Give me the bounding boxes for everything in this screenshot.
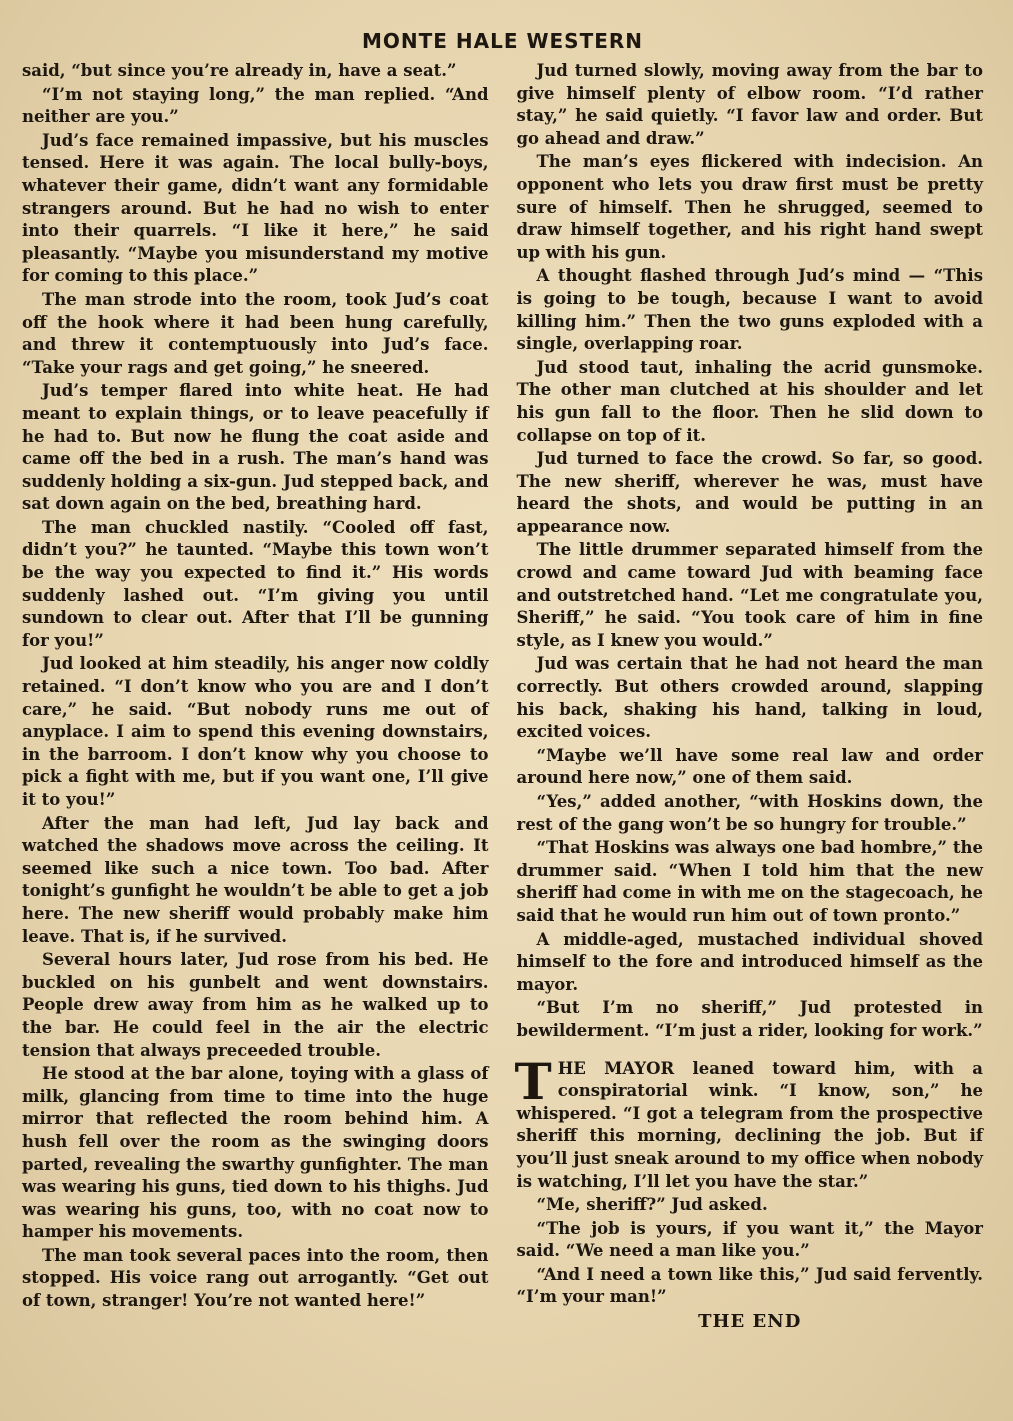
paragraph: Jud turned to face the crowd. So far, so good. The new sheriff, wherever he was, must have heard the shots, and would be putting in an appearance now. [516,449,983,536]
paragraph: “I’m not staying long,” the man replied. “And neither are you.” [22,84,489,127]
section-break [517,1044,984,1058]
paragraph: Jud turned slowly, moving away from the bar to give himself plenty of elbow room. “I’d rather stay,” he said quietly. “I favor law and order. But go ahead and draw.” [516,61,983,148]
left-column [22,60,489,1332]
paragraph: The man chuckled nastily. “Cooled off fast, didn’t you?” he taunted. “Maybe this town won’t be the way you expected to find it.” His words suddenly lashed out. “I’m giving you until sundown to clear out. After that I’ll be gunning for you!” [22,517,489,650]
paragraph: said, “but since you’re already in, have a seat.” [22,61,457,80]
paragraph: “Yes,” added another, “with Hoskins down, the rest of the gang won’t be so hungry for trouble.” [516,792,983,834]
paragraph: The man’s eyes flickered with indecision. An opponent who lets you draw first must be pretty sure of himself. Then he shrugged, seemed to draw himself together, and his right hand swept up with his gun. [516,152,983,262]
paragraph: After the man had left, Jud lay back and watched the shadows move across the ceiling. It seemed like such a nice town. Too bad. After tonight’s gunfight he wouldn’t be able to get a job here. The new sheriff would probably make him leave. That is, if he survived. [22,813,489,946]
drop-cap-letter: T [514,1051,552,1111]
paragraph: “The job is yours, if you want it,” the Mayor said. “We need a man like you.” [516,1218,983,1261]
paragraph: The man took several paces into the room, then stopped. His voice rang out arrogantly. “Get out of town, stranger! You’re not wanted here!” [22,1245,489,1311]
paragraph: Jud’s face remained impassive, but his muscles tensed. Here it was again. The local bully-boys, whatever their game, didn’t want any formidable strangers around. But he had no wish to enter into their quarrels. “I like it here,” he said pleasantly. “Maybe you misunderstand my motive for coming to this place.” [22,130,489,286]
paragraph: Several hours later, Jud rose from his bed. He buckled on his gunbelt and went downstairs. People drew away from him as he walked up to the bar. He could feel in the air the electric tension that always preceeded trouble. [22,950,489,1060]
paragraph: “That Hoskins was always one bad hombre,” the drummer said. “When I told him that the new sheriff had come in with me on the stagecoach, he said that he would run him out of town pronto.” [516,838,983,925]
right-column [514,60,984,1333]
paragraph: A thought flashed through Jud’s mind — “This is going to be tough, because I want to avoid killing him.” Then the two guns exploded with a single, overlapping roar. [516,266,983,354]
paragraph: “But I’m no sheriff,” Jud protested in bewilderment. “I’m just a rider, looking for work.” [516,998,983,1040]
the-end-label: THE END [698,1311,802,1333]
dropcap-paragraph-text: HE MAYOR leaned toward him, with a conspiratorial wink. “I know, son,” he whispered. “I got a telegram from the prospective sheriff this morning, declining the job. But if you’ll just sneak around to my office when nobody is watching, I’ll let you have the star.” [516,1058,983,1191]
paragraph: “Me, sheriff?” Jud asked. [536,1195,768,1215]
page-header: MONTE HALE WESTERN [361,29,644,53]
paragraph: The man strode into the room, took Jud’s coat off the hook where it had been hung carefully, and threw it contemptuously into Jud’s face. “Take your rags and get going,” he sneered. [22,289,489,377]
dropcap-paragraph [514,1051,984,1194]
paragraph: “Maybe we’ll have some real law and order around here now,” one of them said. [516,745,983,788]
paragraph: Jud stood taut, inhaling the acrid gunsmoke. The other man clutched at his shoulder and let his gun fall to the floor. Then he slid down to collapse on top of it. [516,357,983,445]
paragraph: “And I need a town like this,” Jud said fervently. “I’m your man!” [516,1264,983,1307]
paragraph: A middle-aged, mustached individual shoved himself to the fore and introduced himself as the mayor. [516,929,983,994]
paragraph: He stood at the bar alone, toying with a glass of milk, glancing from time to time into the huge mirror that reflected the room behind him. A hush fell over the room as the swinging doors parted, revealing the swarthy gunfighter. The man was wearing his guns, tied down to his thighs. Jud was wearing his guns, too, with no coat now to hamper his movements. [22,1064,489,1242]
paragraph: Jud was certain that he had not heard the man correctly. But others crowded around, slapping his back, shaking his hand, talking in loud, excited voices. [516,654,983,742]
story-columns [22,60,983,1332]
paragraph: Jud’s temper flared into white heat. He had meant to explain things, or to leave peacefully if he had to. But now he flung the coat aside and came off the bed in a rush. The man’s hand was suddenly holding a six-gun. Jud stepped back, and sat down again on the bed, breathing hard. [22,381,489,514]
paragraph: The little drummer separated himself from the crowd and came toward Jud with beaming face and outstretched hand. “Let me congratulate you, Sheriff,” he said. “You took care of him in fine style, as I knew you would.” [516,540,983,650]
paragraph: Jud looked at him steadily, his anger now coldly retained. “I don’t know who you are and I don’t care,” he said. “But nobody runs me out of anyplace. I aim to spend this evening downstairs, in the barroom. I don’t know why you choose to pick a fight with me, but if you want one, I’ll give it to you!” [22,654,489,809]
